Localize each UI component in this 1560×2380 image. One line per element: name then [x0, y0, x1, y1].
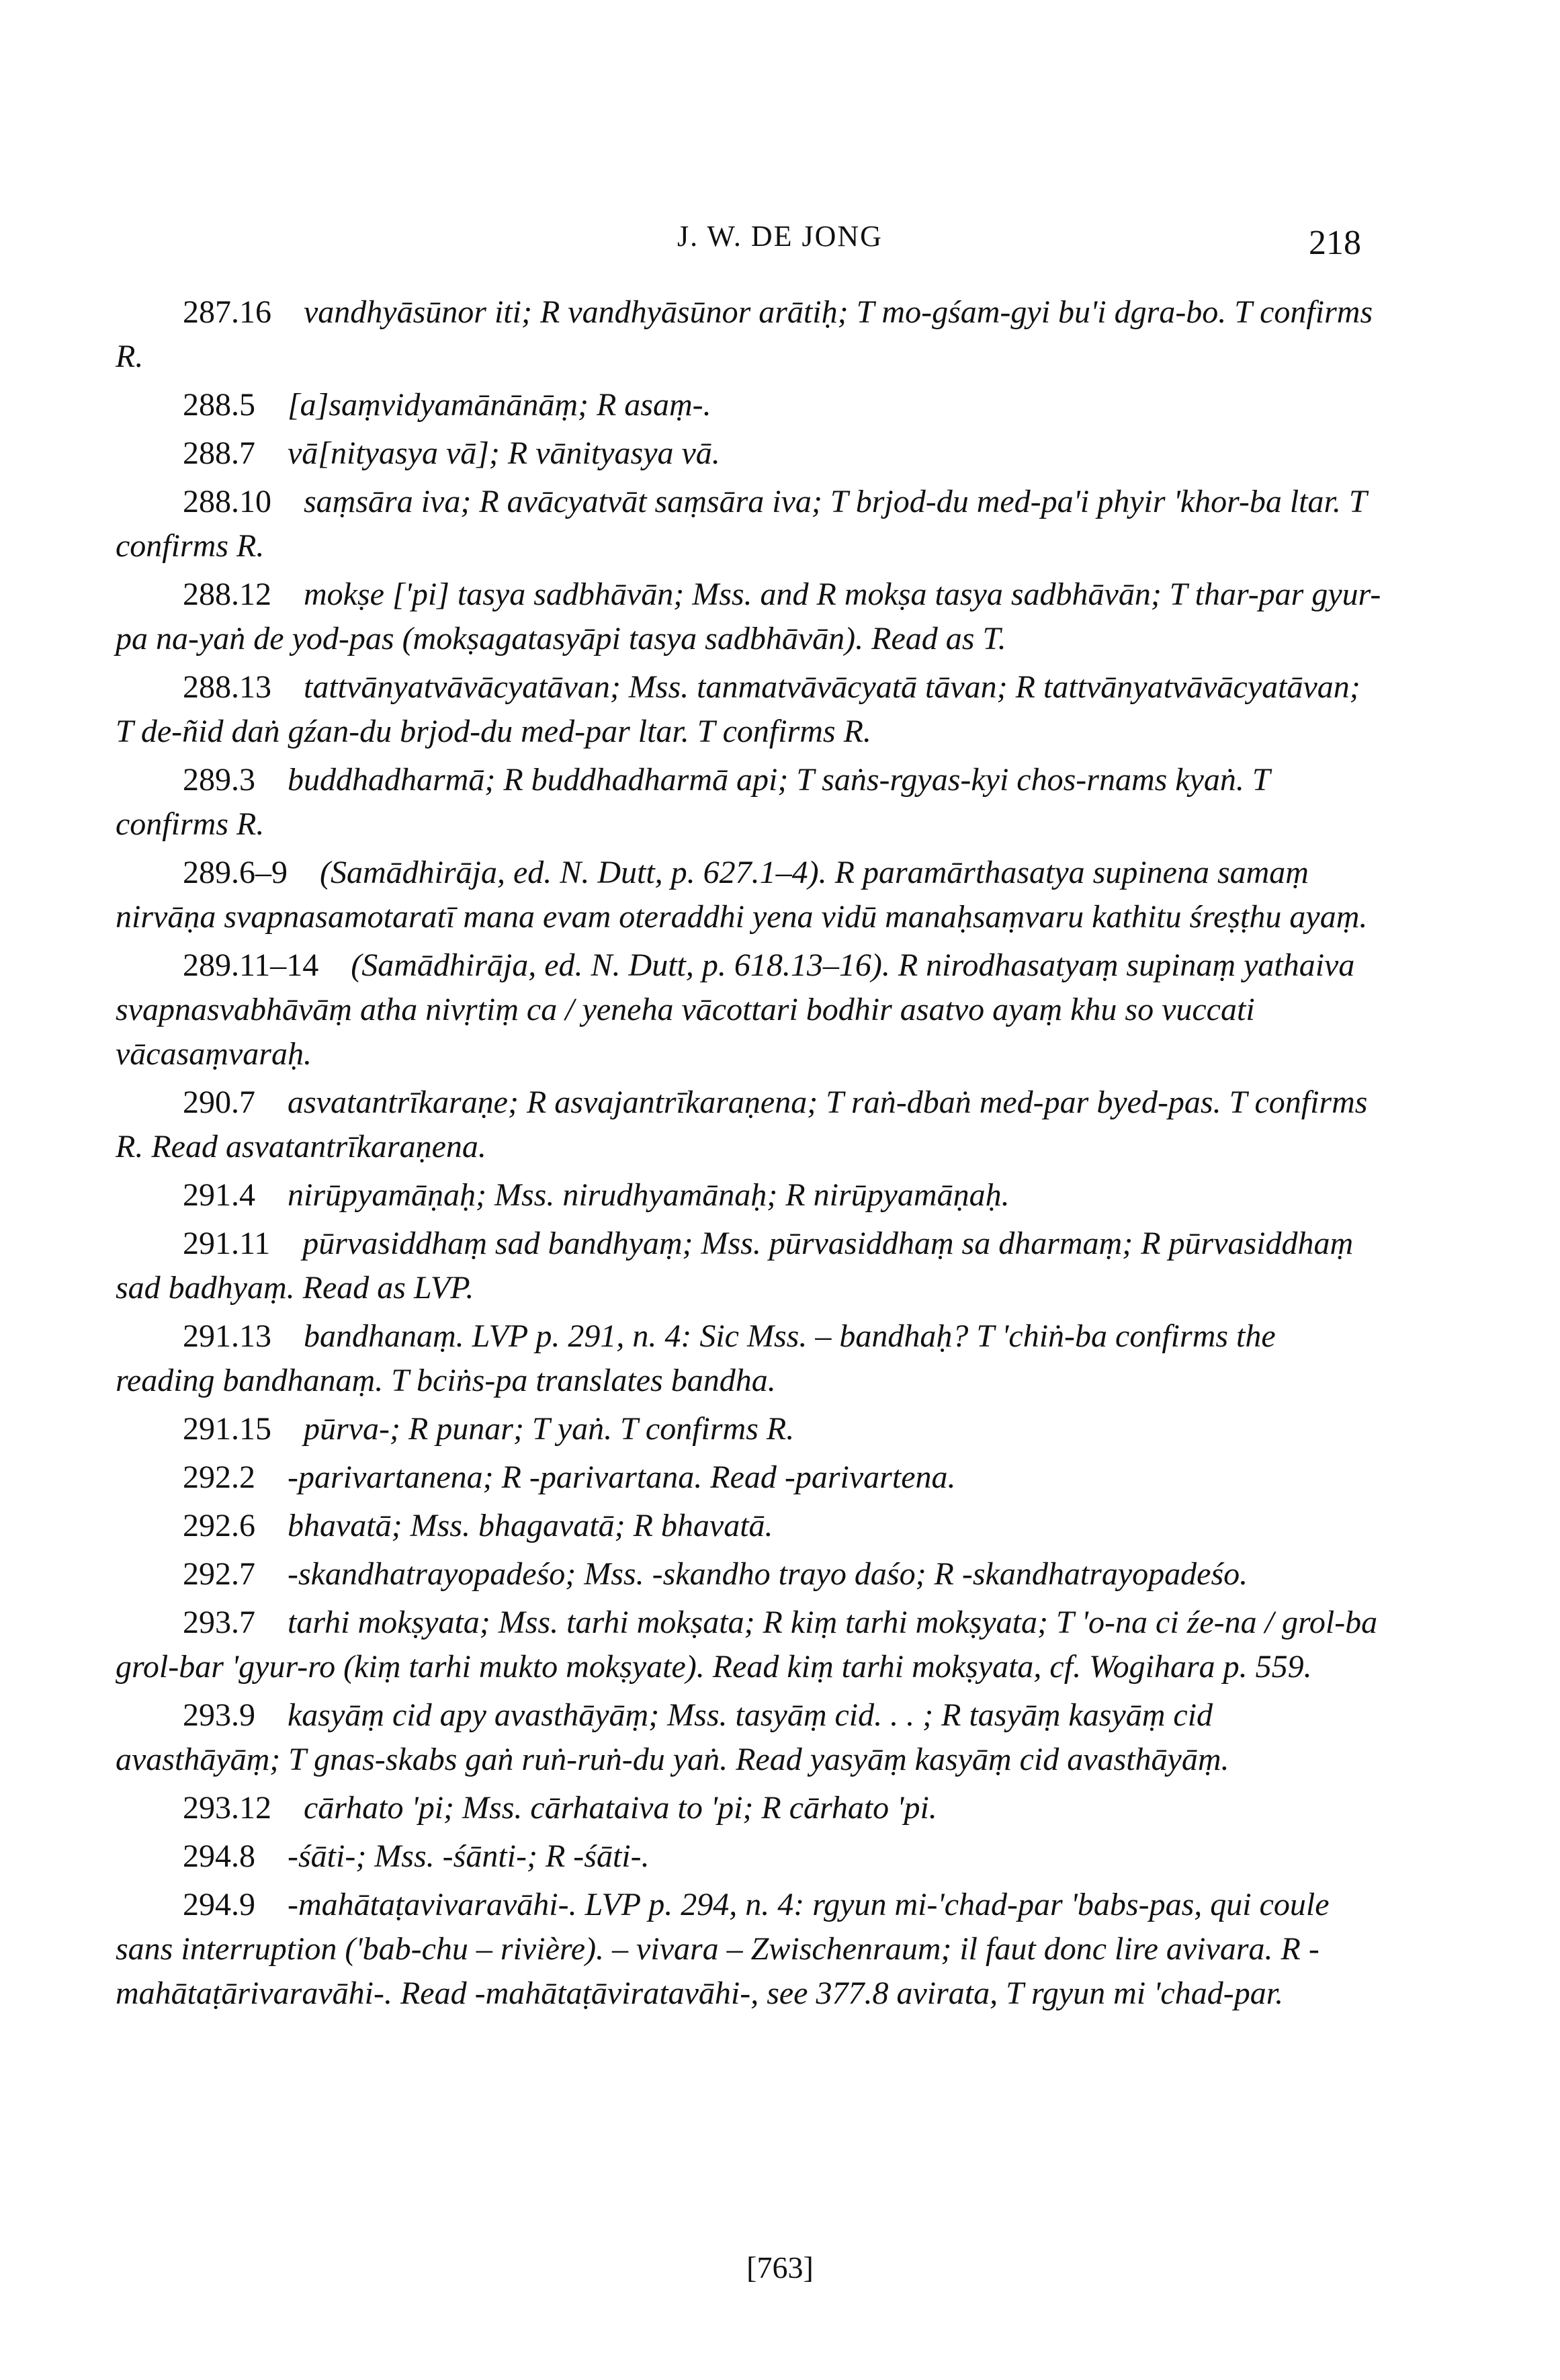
note-entry	[116, 851, 1382, 939]
note-text: (Samādhirāja, ed. N. Dutt, p. 618.13–16). R nirodhasatyaṃ supinaṃ yathaiva svapnasvabhāvāṃ atha nivṛtiṃ ca / yeneha vācottari bodhir asatvo ayaṃ khu so vuccati vācasaṃvaraḥ.	[116, 947, 1355, 1072]
note-ref: 294.9	[183, 1887, 255, 1922]
note-entry	[116, 431, 1382, 476]
note-ref: 291.13	[183, 1318, 271, 1354]
note-entry	[116, 1173, 1382, 1218]
note-entry	[116, 1407, 1382, 1451]
note-text: -śāti-; Mss. -śānti-; R -śāti-.	[288, 1838, 650, 1874]
note-ref: 287.16	[183, 294, 271, 330]
note-text: kasyāṃ cid apy avasthāyāṃ; Mss. tasyāṃ cid. . . ; R tasyāṃ kasyāṃ cid avasthāyāṃ; T gnas-skabs gaṅ ruṅ-ruṅ-du yaṅ. Read yasyāṃ kasyāṃ cid avasthāyāṃ.	[116, 1697, 1229, 1777]
note-text: bandhanaṃ. LVP p. 291, n. 4: Sic Mss. – bandhaḥ? T 'chiṅ-ba confirms the reading bandhanaṃ. T bciṅs-pa translates bandha.	[116, 1318, 1276, 1398]
note-ref: 288.10	[183, 484, 271, 519]
note-entry	[116, 943, 1382, 1076]
note-text: saṃsāra iva; R avācyatvāt saṃsāra iva; T brjod-du med-pa'i phyir 'khor-ba ltar. T confirms R.	[116, 484, 1367, 564]
note-ref: 288.12	[183, 577, 271, 612]
note-ref: 293.7	[183, 1605, 255, 1640]
note-entry	[116, 480, 1382, 568]
note-ref: 293.9	[183, 1697, 255, 1733]
note-entry	[116, 1693, 1382, 1782]
note-ref: 291.11	[183, 1226, 271, 1261]
note-text: asvatantrīkaraṇe; R asvajantrīkaraṇena; T raṅ-dbaṅ med-par byed-pas. T confirms R. Read asvatantrīkaraṇena.	[116, 1085, 1368, 1164]
note-ref: 290.7	[183, 1085, 255, 1120]
note-text: pūrva-; R punar; T yaṅ. T confirms R.	[304, 1411, 795, 1447]
note-entry	[116, 665, 1382, 754]
note-entry	[116, 1504, 1382, 1548]
note-ref: 292.2	[183, 1459, 255, 1495]
note-entry	[116, 1222, 1382, 1310]
note-entry	[116, 1552, 1382, 1597]
note-entry	[116, 1080, 1382, 1169]
note-entry	[116, 383, 1382, 427]
note-text: tarhi mokṣyata; Mss. tarhi mokṣata; R kiṃ tarhi mokṣyata; T 'o-na ci źe-na / grol-ba grol-bar 'gyur-ro (kiṃ tarhi mukto mokṣyate). Read kiṃ tarhi mokṣyata, cf. Wogihara p. 559.	[116, 1605, 1378, 1685]
note-ref: 292.6	[183, 1508, 255, 1543]
note-ref: 289.11–14	[183, 947, 319, 983]
note-entry	[116, 1601, 1382, 1689]
note-text: pūrvasiddhaṃ sad bandhyaṃ; Mss. pūrvasiddhaṃ sa dharmaṃ; R pūrvasiddhaṃ sad badhyaṃ. Read as LVP.	[116, 1226, 1354, 1306]
note-ref: 291.15	[183, 1411, 271, 1447]
page-number: 218	[1309, 224, 1361, 262]
note-text: bhavatā; Mss. bhagavatā; R bhavatā.	[288, 1508, 773, 1543]
note-entry	[116, 572, 1382, 661]
note-text: vandhyāsūnor iti; R vandhyāsūnor arātiḥ; T mo-gśam-gyi bu'i dgra-bo. T confirms R.	[116, 294, 1373, 374]
note-text: nirūpyamāṇaḥ; Mss. nirudhyamānaḥ; R nirūpyamāṇaḥ.	[288, 1177, 1010, 1213]
note-entry	[116, 758, 1382, 847]
note-ref: 292.7	[183, 1556, 255, 1592]
note-text: -skandhatrayopadeśo; Mss. -skandho trayo daśo; R -skandhatrayopadeśo.	[288, 1556, 1248, 1592]
note-text: [a]saṃvidyamānānāṃ; R asaṃ-.	[288, 387, 711, 423]
notes-list	[116, 290, 1382, 2020]
note-ref: 288.13	[183, 669, 271, 705]
note-ref: 288.7	[183, 435, 255, 471]
note-text: (Samādhirāja, ed. N. Dutt, p. 627.1–4). R paramārthasatya supinena samaṃ nirvāṇa svapnasamotaratī mana evam oteraddhi yena vidū manaḥsaṃvaru kathitu śreṣṭhu ayaṃ.	[116, 855, 1368, 935]
note-text: -parivartanena; R -parivartana. Read -parivartena.	[288, 1459, 956, 1495]
note-ref: 288.5	[183, 387, 255, 423]
note-text: tattvānyatvāvācyatāvan; Mss. tanmatvāvācyatā tāvan; R tattvānyatvāvācyatāvan; T de-ñid daṅ gźan-du brjod-du med-par ltar. T confirms R.	[116, 669, 1360, 749]
note-entry	[116, 1314, 1382, 1403]
note-entry	[116, 1455, 1382, 1500]
note-entry	[116, 290, 1382, 379]
note-ref: 289.6–9	[183, 855, 288, 890]
note-entry	[116, 1883, 1382, 2016]
note-ref: 289.3	[183, 762, 255, 798]
note-ref: 293.12	[183, 1790, 271, 1826]
note-entry	[116, 1786, 1382, 1830]
note-text: vā[nityasya vā]; R vānityasya vā.	[288, 435, 720, 471]
note-text: mokṣe ['pi] tasya sadbhāvān; Mss. and R mokṣa tasya sadbhāvān; T thar-par gyur-pa na-yaṅ de yod-pas (mokṣagatasyāpi tasya sadbhāvān). Read as T.	[116, 577, 1381, 656]
note-ref: 291.4	[183, 1177, 255, 1213]
folio: [763]	[746, 2250, 814, 2285]
note-ref: 294.8	[183, 1838, 255, 1874]
note-text: buddhadharmā; R buddhadharmā api; T saṅs-rgyas-kyi chos-rnams kyaṅ. T confirms R.	[116, 762, 1270, 842]
note-entry	[116, 1834, 1382, 1879]
running-head: J. W. DE JONG	[677, 220, 883, 253]
note-text: cārhato 'pi; Mss. cārhataiva to 'pi; R cārhato 'pi.	[304, 1790, 937, 1826]
note-text: -mahātaṭavivaravāhi-. LVP p. 294, n. 4: rgyun mi-'chad-par 'babs-pas, qui coule sans interruption ('bab-chu – rivière). – vivara – Zwischenraum; il faut donc lire avivara. R -mahātaṭārivaravāhi-. Read -mahātaṭāviratavāhi-, see 377.8 avirata, T rgyun mi 'chad-par.	[116, 1887, 1330, 2011]
